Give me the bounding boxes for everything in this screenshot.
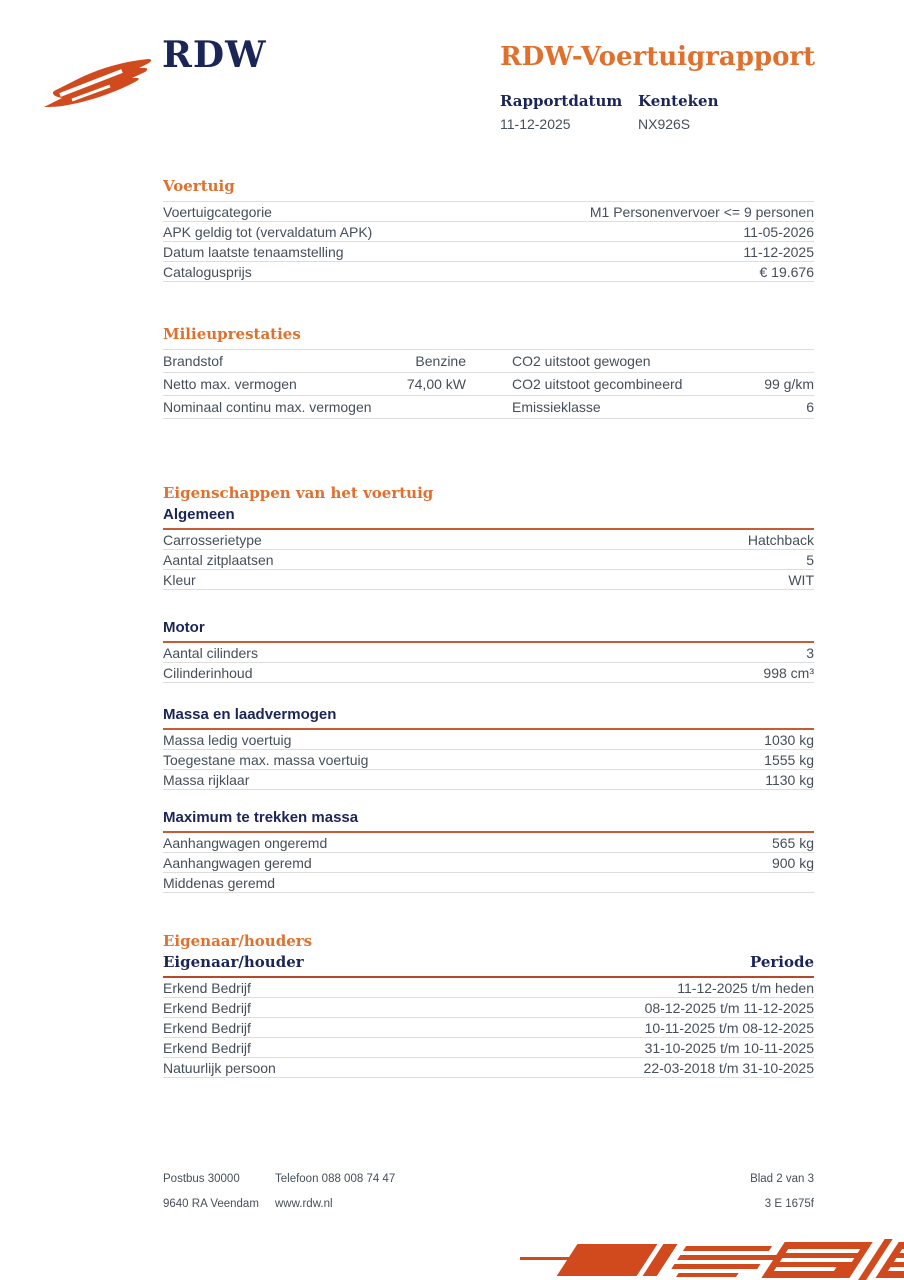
- row-label: Datum laatste tenaamstelling: [163, 243, 344, 260]
- footer-phone: Telefoon 088 008 74 47: [275, 1172, 396, 1185]
- subsection-heading: Massa en laadvermogen: [163, 707, 814, 730]
- owner-name: Erkend Bedrijf: [163, 979, 251, 996]
- subsection-algemeen: [163, 507, 814, 590]
- row-label: CO2 uitstoot gecombineerd: [512, 376, 683, 392]
- owner-period: 11-12-2025 t/m heden: [677, 979, 814, 996]
- table-row: [163, 833, 814, 853]
- table-row: [163, 550, 814, 570]
- row-label: Massa rijklaar: [163, 771, 250, 788]
- table-row: [163, 750, 814, 770]
- table-row: [163, 853, 814, 873]
- row-label: Catalogusprijs: [163, 263, 252, 280]
- rdw-logo-text: RDW: [162, 34, 267, 76]
- table-row: [163, 663, 814, 683]
- owner-name: Natuurlijk persoon: [163, 1059, 276, 1076]
- owner-period: 31-10-2025 t/m 10-11-2025: [644, 1039, 814, 1056]
- owner-table-header: [163, 953, 814, 978]
- row-value: 5: [806, 551, 814, 568]
- section-heading: Voertuig: [163, 177, 235, 195]
- footer-document-code: 3 E 1675f: [764, 1197, 814, 1210]
- owner-name: Erkend Bedrijf: [163, 999, 251, 1016]
- table-row: [163, 262, 814, 282]
- row-value: 998 cm³: [763, 664, 814, 681]
- table-row: [163, 770, 814, 790]
- row-label: Voertuigcategorie: [163, 203, 272, 220]
- table-row: [163, 570, 814, 590]
- row-value: € 19.676: [759, 263, 814, 280]
- row-value: 3: [806, 644, 814, 661]
- row-value: 900 kg: [771, 854, 814, 871]
- report-date-value: 11-12-2025: [500, 116, 571, 132]
- section-heading: Milieuprestaties: [163, 325, 301, 343]
- section-milieuprestaties: [163, 326, 814, 419]
- rdw-feather-icon: [42, 55, 152, 113]
- section-eigenschappen: [163, 485, 814, 893]
- row-value: 99 g/km: [764, 376, 814, 392]
- table-row: [163, 373, 814, 396]
- footer-city: 9640 RA Veendam: [163, 1197, 259, 1210]
- row-value: Hatchback: [747, 531, 814, 548]
- row-value: 74,00 kW: [406, 376, 466, 392]
- row-value: 6: [806, 399, 814, 415]
- table-row: [163, 998, 814, 1018]
- report-date-label: Rapportdatum: [500, 92, 623, 110]
- section-heading: Eigenschappen van het voertuig: [163, 484, 434, 502]
- row-value: 1030 kg: [764, 731, 814, 748]
- table-row: [163, 1058, 814, 1078]
- rdw-stripes-graphic: [520, 1237, 904, 1280]
- row-label: Aantal zitplaatsen: [163, 551, 274, 568]
- row-label: Massa ledig voertuig: [163, 731, 292, 748]
- row-label: Middenas geremd: [163, 874, 276, 891]
- table-row: [163, 530, 814, 550]
- license-plate-label: Kenteken: [638, 92, 719, 110]
- table-row: [163, 1018, 814, 1038]
- row-value: 11-12-2025: [743, 243, 814, 260]
- row-label: Toegestane max. massa voertuig: [163, 751, 369, 768]
- footer-website: www.rdw.nl: [275, 1197, 333, 1210]
- row-value: WIT: [788, 571, 814, 588]
- section-voertuig: [163, 178, 814, 282]
- row-label: Cilinderinhoud: [163, 664, 253, 681]
- table-row: [163, 350, 814, 373]
- row-label: Netto max. vermogen: [163, 376, 297, 392]
- table-row: [163, 242, 814, 262]
- subsection-heading: Maximum te trekken massa: [163, 810, 814, 833]
- row-value: Benzine: [415, 353, 466, 369]
- row-value: M1 Personenvervoer <= 9 personen: [589, 203, 814, 220]
- row-label: Aantal cilinders: [163, 644, 258, 661]
- section-heading: Eigenaar/houders: [163, 932, 313, 950]
- footer-postbus: Postbus 30000: [163, 1172, 240, 1185]
- row-label: APK geldig tot (vervaldatum APK): [163, 223, 373, 240]
- table-row: [163, 643, 814, 663]
- subsection-motor: [163, 620, 814, 683]
- row-label: Aanhangwagen geremd: [163, 854, 312, 871]
- row-label: Kleur: [163, 571, 196, 588]
- owner-period: 08-12-2025 t/m 11-12-2025: [644, 999, 814, 1016]
- row-label: CO2 uitstoot gewogen: [512, 353, 651, 369]
- subsection-massa-en-laadvermogen: [163, 707, 814, 790]
- owner-period: 10-11-2025 t/m 08-12-2025: [644, 1019, 814, 1036]
- row-value: 565 kg: [771, 834, 814, 851]
- section-eigenaar-houders: [163, 933, 814, 1078]
- column-header-period: Periode: [749, 953, 814, 971]
- footer-page-number: Blad 2 van 3: [750, 1172, 814, 1185]
- page-footer: [163, 1166, 814, 1216]
- table-row: [163, 730, 814, 750]
- row-label: Carrosserietype: [163, 531, 262, 548]
- table-row: [163, 1038, 814, 1058]
- page-title: RDW-Voertuigrapport: [500, 42, 816, 72]
- subsection-heading: Algemeen: [163, 507, 814, 530]
- row-label: Brandstof: [163, 353, 223, 369]
- row-value: 11-05-2026: [743, 223, 814, 240]
- subsection-maximum-te-trekken-massa: [163, 810, 814, 893]
- report-body: [163, 178, 814, 1078]
- row-value: 1130 kg: [765, 771, 814, 788]
- table-row: [163, 222, 814, 242]
- row-value: 1555 kg: [764, 751, 814, 768]
- subsection-heading: Motor: [163, 620, 814, 643]
- license-plate-value: NX926S: [638, 116, 691, 132]
- column-header-owner: Eigenaar/houder: [163, 953, 304, 971]
- table-row: [163, 396, 814, 419]
- row-label: Nominaal continu max. vermogen: [163, 399, 372, 415]
- table-row: [163, 873, 814, 893]
- owner-name: Erkend Bedrijf: [163, 1039, 251, 1056]
- row-label: Emissieklasse: [512, 399, 601, 415]
- owner-name: Erkend Bedrijf: [163, 1019, 251, 1036]
- row-label: Aanhangwagen ongeremd: [163, 834, 328, 851]
- table-row: [163, 202, 814, 222]
- report-header: [500, 42, 830, 132]
- owner-period: 22-03-2018 t/m 31-10-2025: [643, 1059, 814, 1076]
- table-row: [163, 978, 814, 998]
